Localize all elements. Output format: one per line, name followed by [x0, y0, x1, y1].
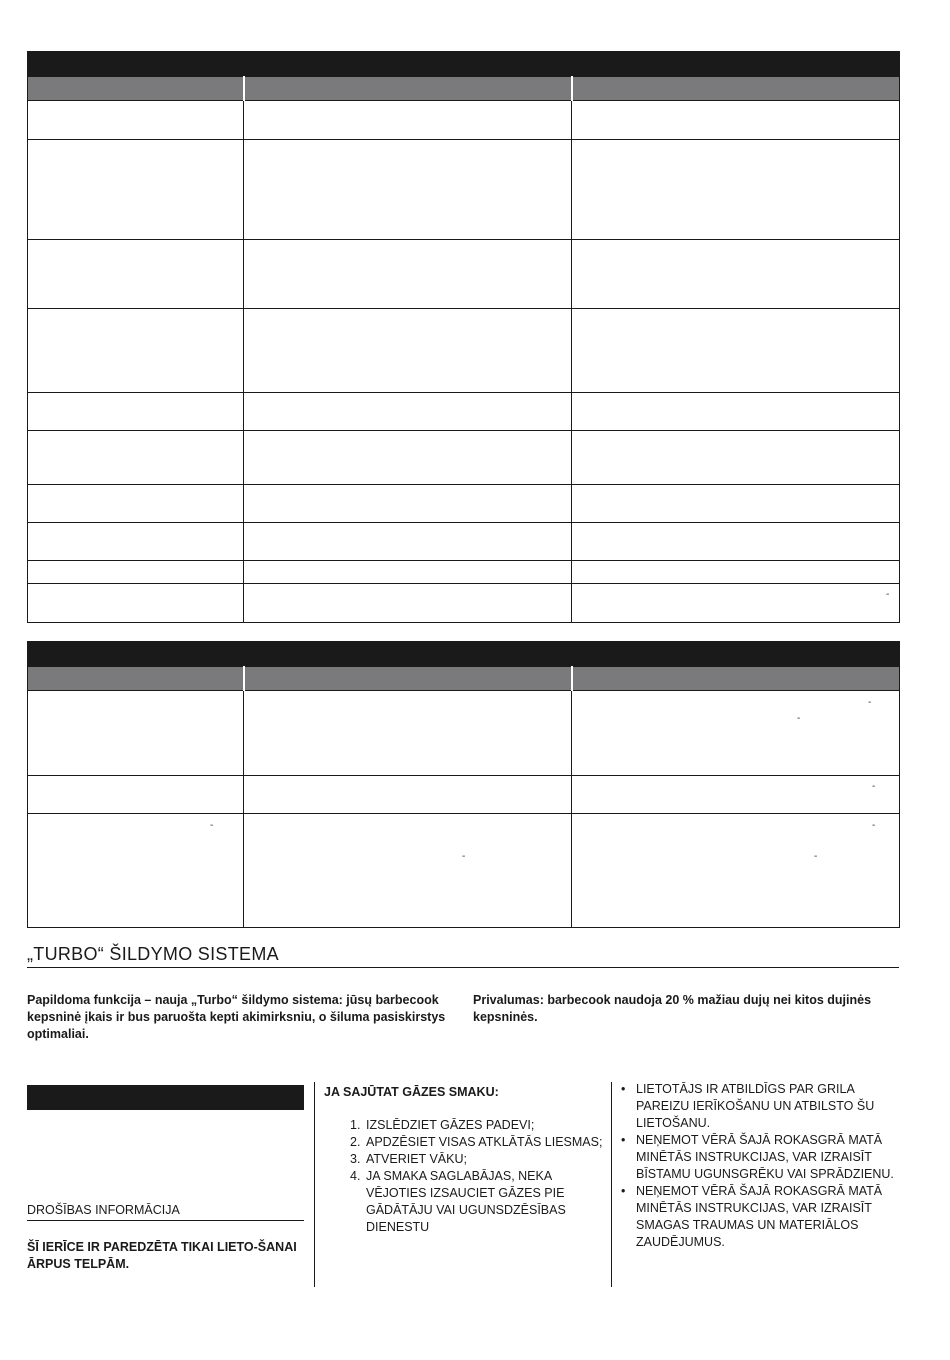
- troubleshooting-table-2: [27, 641, 900, 928]
- hyphen-mark: -: [868, 697, 872, 708]
- outdoor-use-note: ŠĪ IERĪCE IR PAREDZĒTA TIKAI LIETO-ŠANAI ĀRPUS TELPĀM.: [27, 1240, 297, 1271]
- gas-smell-steps: [350, 1117, 605, 1236]
- table-row: [28, 584, 900, 623]
- table-title-bar: [28, 642, 900, 667]
- table-header-row: [28, 77, 900, 101]
- table-row: [28, 431, 900, 485]
- table-row: [28, 485, 900, 523]
- list-item: • NEŅEMOT VĒRĀ ŠAJĀ ROKASGRĀ MATĀ MINĒTĀS INSTRUKCIJAS, VAR IZRAISĪT SMAGAS TRAUMAS UN MATERIĀLOS ZAUDĒJUMUS.: [621, 1184, 883, 1249]
- list-item: 1. IZSLĒDZIET GĀZES PADEVI;: [350, 1118, 535, 1132]
- table-row: [28, 101, 900, 140]
- safety-title-bar: [27, 1085, 304, 1110]
- table-row: [28, 240, 900, 309]
- column-divider: [611, 1082, 612, 1287]
- troubleshooting-table-1: [27, 51, 900, 623]
- column-divider: [314, 1082, 315, 1287]
- table-row: [28, 140, 900, 240]
- list-item: 2. APDZĒSIET VISAS ATKLĀTĀS LIESMAS;: [350, 1135, 603, 1149]
- bullet-icon: •: [621, 1082, 626, 1096]
- bullet-icon: •: [621, 1184, 626, 1198]
- list-item: • LIETOTĀJS IR ATBILDĪGS PAR GRILA PAREIZU IERĪKOŠANU UN ATBILSTO ŠU LIETOŠANU.: [621, 1082, 875, 1130]
- table-title-bar: [28, 52, 900, 77]
- list-item: 4. JA SMAKA SAGLABĀJAS, NEKA VĒJOTIES IZSAUCIET GĀZES PIE GĀDĀTĀJU VAI UGUNSDZĒSĪBAS DIENESTU: [350, 1169, 566, 1234]
- table-row: [28, 561, 900, 584]
- list-item: 3. ATVERIET VĀKU;: [350, 1152, 467, 1166]
- safety-heading: DROŠĪBAS INFORMĀCIJA: [27, 1203, 304, 1221]
- hyphen-mark: -: [872, 781, 876, 792]
- hyphen-mark: -: [797, 713, 801, 724]
- section-title: „TURBO“ ŠILDYMO SISTEMA: [27, 944, 899, 968]
- bullet-icon: •: [621, 1133, 626, 1147]
- table-row: [28, 691, 900, 776]
- hyphen-mark: -: [886, 589, 890, 600]
- table-row: [28, 776, 900, 814]
- table-row: [28, 814, 900, 928]
- warning-list: [620, 1081, 900, 1251]
- gas-smell-heading: JA SAJŪTAT GĀZES SMAKU:: [324, 1085, 499, 1099]
- hyphen-mark: -: [462, 851, 466, 862]
- hyphen-mark: -: [210, 820, 214, 831]
- table-header-row: [28, 667, 900, 691]
- turbo-intro-right: Privalumas: barbecook naudoja 20 % mažiau dujų nei kitos dujinės kepsninės.: [473, 993, 872, 1024]
- hyphen-mark: -: [872, 820, 876, 831]
- list-item: • NEŅEMOT VĒRĀ ŠAJĀ ROKASGRĀ MATĀ MINĒTĀS INSTRUKCIJAS, VAR IZRAISĪT BĪSTAMU UGUNSGRĒKU VAI SPRĀDZIENU.: [621, 1133, 894, 1181]
- table-row: [28, 393, 900, 431]
- turbo-intro-left: Papildoma funkcija – nauja „Turbo“ šildymo sistema: jūsų barbecook kepsninė įkais ir bus paruošta kepti akimirksniu, o šiluma pasiskirstys optimaliai.: [27, 993, 446, 1041]
- table-row: [28, 523, 900, 561]
- table-row: [28, 309, 900, 393]
- hyphen-mark: -: [814, 851, 818, 862]
